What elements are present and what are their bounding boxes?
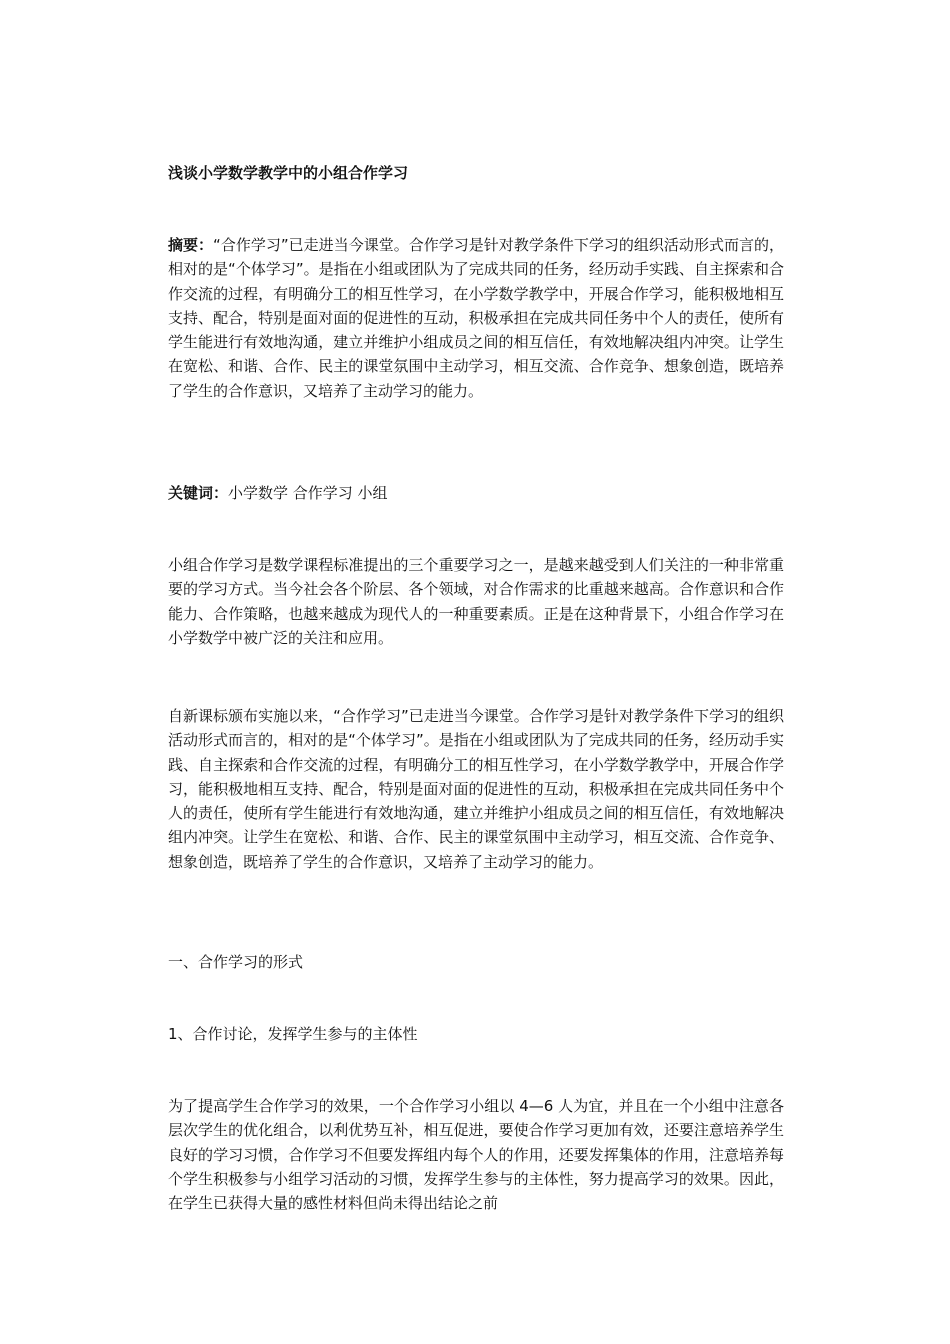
body-paragraph: 为了提高学生合作学习的效果，一个合作学习小组以 4—6 人为宜，并且在一个小组中注意各层次学生的优化组合，以利优势互补，相互促进，要使合作学习更加有效，还要注意培养学生良好的学习习惯，合作学习不但要发挥组内每个人的作用，还要发挥集体的作用，注意培养每个学生积极参与小组学习活动的习惯，发挥学生参与的主体性，努力提高学习的效果。因此，在学生已获得大量的感性材料但尚未得出结论之前 xyxy=(168,1097,784,1213)
intro-paragraph-1: 小组合作学习是数学课程标准提出的三个重要学习之一，是越来越受到人们关注的一种非常重要的学习方式。当今社会各个阶层、各个领域，对合作需求的比重越来越高。合作意识和合作能力、合作策略，也越来越成为现代人的一种重要素质。正是在这种背景下，小组合作学习在小学数学中被广泛的关注和应用。 xyxy=(168,556,784,647)
abstract-text: “合作学习”已走进当今课堂。合作学习是针对教学条件下学习的组织活动形式而言的，相对的是“个体学习”。是指在小组或团队为了完成共同的任务，经历动手实践、自主探索和合作交流的过程，有明确分工的相互性学习，在小学数学教学中，开展合作学习，能积极地相互支持、配合，特别是面对面的促进性的互动，积极承担在完成共同任务中个人的责任，使所有学生能进行有效地沟通，建立并维护小组成员之间的相互信任，有效地解决组内冲突。让学生在宽松、和谐、合作、民主的课堂氛围中主动学习，相互交流、合作竞争、想象创造，既培养了学生的合作意识，又培养了主动学习的能力。 xyxy=(168,236,784,400)
intro-paragraph-2: 自新课标颁布实施以来，“合作学习”已走进当今课堂。合作学习是针对教学条件下学习的组织活动形式而言的，相对的是“个体学习”。是指在小组或团队为了完成共同的任务，经历动手实践、自主探索和合作交流的过程，有明确分工的相互性学习，在小学数学教学中，开展合作学习，能积极地相互支持、配合，特别是面对面的促进性的互动，积极承担在完成共同任务中个人的责任，使所有学生能进行有效地沟通，建立并维护小组成员之间的相互信任，有效地解决组内冲突。让学生在宽松、和谐、合作、民主的课堂氛围中主动学习，相互交流、合作竞争、想象创造，既培养了学生的合作意识，又培养了主动学习的能力。 xyxy=(168,707,784,871)
section-heading: 一、合作学习的形式 xyxy=(168,953,304,971)
abstract-paragraph xyxy=(168,233,784,403)
keywords-paragraph xyxy=(168,481,784,505)
keywords-text: 小学数学 合作学习 小组 xyxy=(228,484,388,502)
subsection-heading: 1、合作讨论，发挥学生参与的主体性 xyxy=(168,1025,418,1043)
keywords-label: 关键词： xyxy=(168,484,229,502)
document-title: 浅谈小学数学教学中的小组合作学习 xyxy=(168,164,409,182)
abstract-label: 摘要： xyxy=(168,236,214,254)
